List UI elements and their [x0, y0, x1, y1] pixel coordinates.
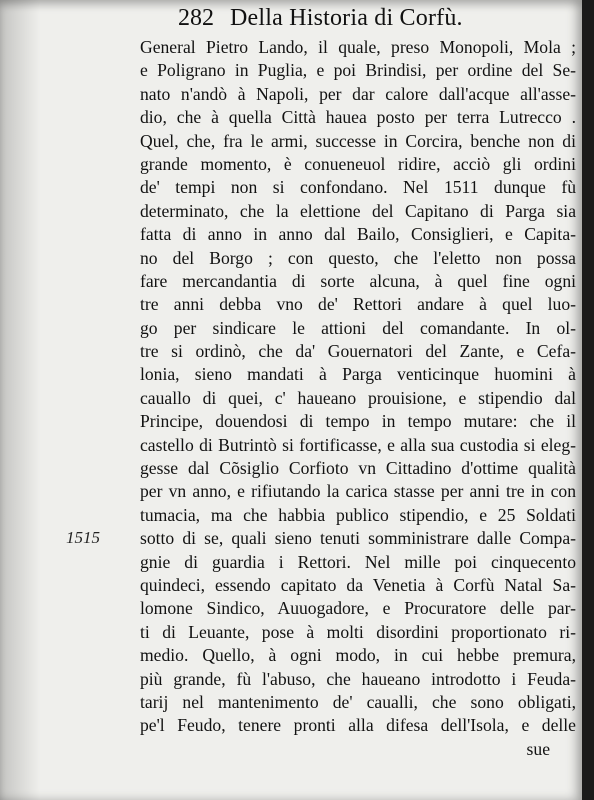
text-line: lonia, sieno mandati à Parga venticinque huomini à [140, 364, 576, 385]
gutter-shadow [0, 0, 40, 800]
text-line: castello di Butrintò si fortificasse, e alla sua custodia si eleg- [140, 434, 576, 455]
text-line: de' tempi non si confondano. Nel 1511 dunque fù [140, 177, 576, 198]
text-line: lomone Sindico, Auuogadore, e Procuratore delle par- [140, 598, 576, 619]
text-line: per vn anno, e rifiutando la carica stasse per anni tre in con [140, 481, 576, 502]
text-line: Principe, douendosi di tempo in tempo mutare: che il [140, 411, 576, 432]
text-line: grande momento, è conueneuol ridire, acciò gli ordini [140, 153, 576, 174]
catchword: sue [526, 738, 550, 759]
page-number: 282 [178, 5, 214, 31]
text-line: fare mercandantia di sorte alcuna, à quel fine ogni [140, 270, 576, 291]
running-title: Della Historia di Corfù. [230, 5, 463, 31]
text-line: tre si ordinò, che da' Gouernatori del Zante, e Cefa- [140, 341, 576, 362]
text-line: General Pietro Lando, il quale, preso Monopoli, Mola ; [140, 37, 576, 57]
text-line: fatta di anno in anno dal Bailo, Consiglieri, e Capita- [140, 224, 576, 245]
text-line: gnie di guardia i Rettori. Nel mille poi cinquecento [140, 551, 576, 572]
text-line: medio. Quello, à ogni modo, in cui hebbe premura, [140, 645, 576, 666]
text-line: più grande, fù l'abuso, che haueano introdotto i Feuda- [140, 668, 576, 689]
text-line: ti di Leuante, pose à molti disordini proportionato ri- [140, 621, 576, 642]
margin-note-year: 1515 [66, 528, 100, 547]
page-header [0, 3, 582, 35]
text-line: e Poligrano in Puglia, e poi Brindisi, per ordine del Se- [140, 60, 576, 81]
body-text [140, 36, 576, 761]
text-line: Quel, che, fra le armi, successe in Corcira, benche non di [140, 130, 576, 151]
text-line: tumacia, ma che habbia publico stipendio, e 25 Soldati [140, 504, 576, 525]
text-line: gesse dal Cõsiglio Corfioto vn Cittadino d'ottime qualità [140, 458, 576, 479]
text-line: cauallo di quei, c' haueano prouisione, e stipendio dal [140, 387, 576, 408]
text-line: quindeci, essendo capitato da Venetia à Corfù Natal Sa- [140, 574, 576, 595]
text-line: nato n'andò à Napoli, per dar calore dall'acque all'asse- [140, 83, 576, 104]
text-line: no del Borgo ; con questo, che l'eletto non possa [140, 247, 576, 268]
text-line: dio, che à quella Città haueа posto per terra Lutrecco . [140, 107, 576, 128]
text-line: pe'l Feudo, tenere pronti alla difesa dell'Isola, e delle [140, 715, 576, 736]
text-line: tre anni debba vno de' Rettori andare à quel luo- [140, 294, 576, 315]
text-line: sotto di se, quali sieno tenuti somministrare dalle Compa- [140, 528, 576, 549]
text-line: tarij nel mantenimento de' caualli, che sono obligati, [140, 691, 576, 712]
text-line: go per sindicare le attioni del comandante. In ol- [140, 317, 576, 338]
text-line: determinato, che la elettione del Capitano di Parga sia [140, 200, 576, 221]
